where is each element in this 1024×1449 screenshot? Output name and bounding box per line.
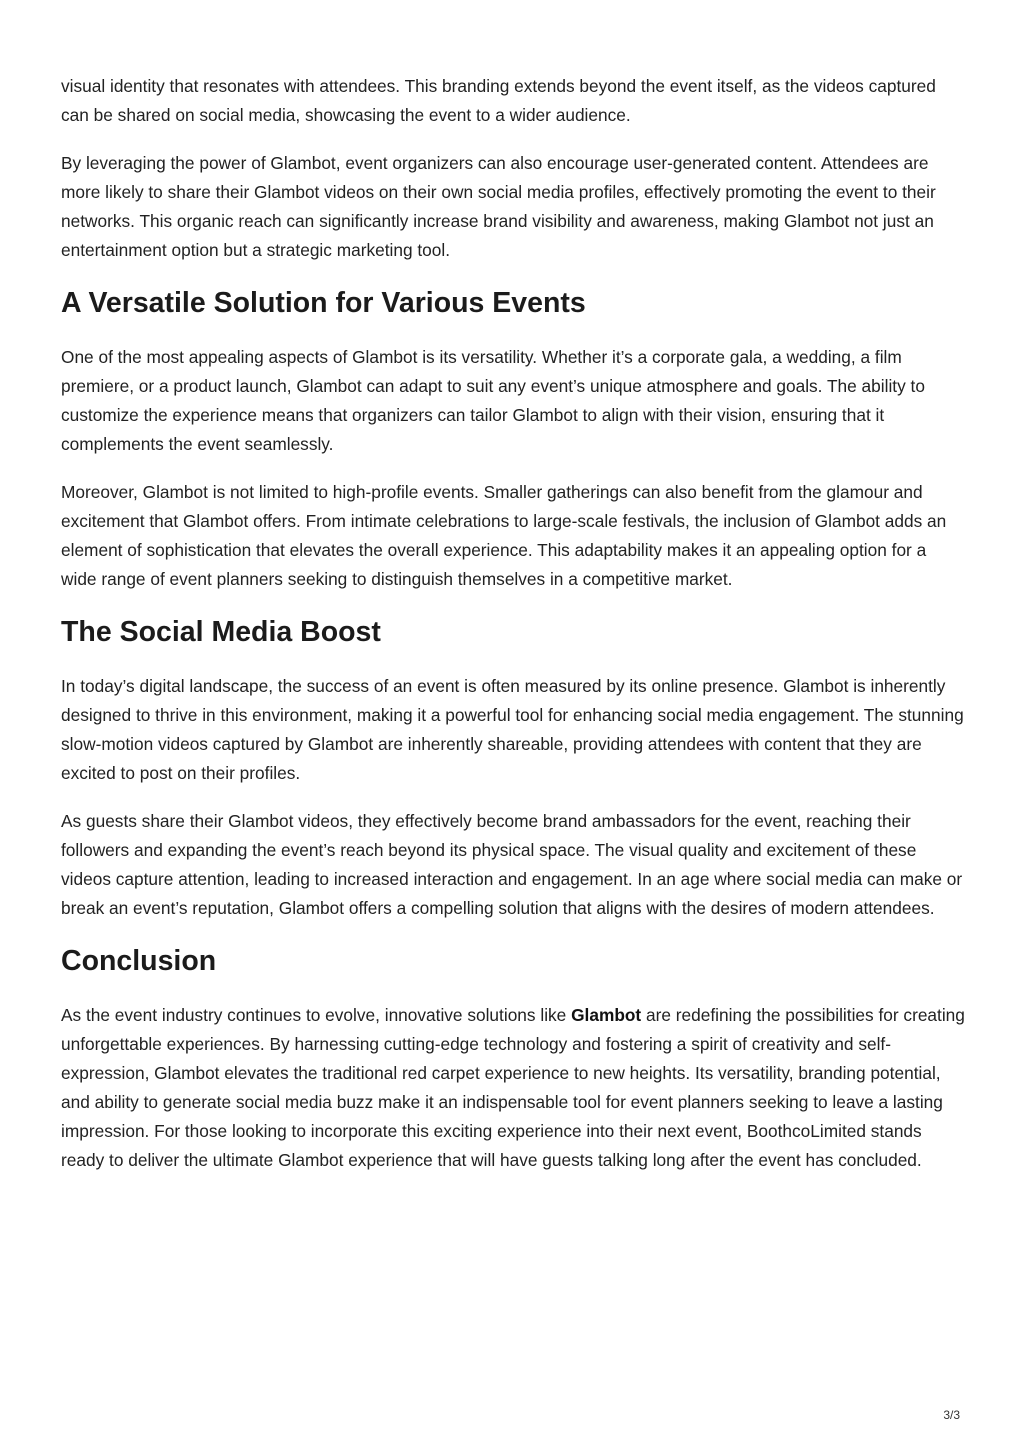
glambot-bold-term: Glambot [571,1005,642,1025]
heading-conclusion: Conclusion [61,945,217,977]
paragraph-user-generated-content: By leveraging the power of Glambot, event organizers can also encourage user-generated content. Attendees are more likely to share their Glambot videos on their own social media profiles, effectively promoting the event to their networks. This organic reach can significantly increase brand visibility and awareness, making Glambot not just an entertainment option but a strategic marketing tool. [61,153,936,260]
paragraph-branding-continued: visual identity that resonates with attendees. This branding extends beyond the event itself, as the videos captured can be shared on social media, showcasing the event to a wider audience. [61,76,936,125]
heading-versatile-solution: A Versatile Solution for Various Events [61,287,586,319]
paragraph-smaller-gatherings: Moreover, Glambot is not limited to high-profile events. Smaller gatherings can also benefit from the glamour and excitement that Glambot offers. From intimate celebrations to large-scale festivals, the inclusion of Glambot adds an element of sophistication that elevates the overall experience. This adaptability makes it an appealing option for a wide range of event planners seeking to distinguish themselves in a competitive market. [61,482,947,589]
paragraph-versatility: One of the most appealing aspects of Glambot is its versatility. Whether it’s a corporate gala, a wedding, a film premiere, or a product launch, Glambot can adapt to suit any event’s unique atmosphere and goals. The ability to customize the experience means that organizers can tailor Glambot to align with their vision, ensuring that it complements the event seamlessly. [61,347,925,454]
conclusion-text-start: As the event industry continues to evolve, innovative solutions like [61,1005,572,1025]
paragraph-conclusion [61,1001,966,1175]
paragraph-digital-landscape: In today’s digital landscape, the success of an event is often measured by its online presence. Glambot is inherently designed to thrive in this environment, making it a powerful tool for enhancing social media engagement. The stunning slow-motion videos captured by Glambot are inherently shareable, providing attendees with content that they are excited to post on their profiles. [61,676,964,783]
document-body [61,72,966,1194]
heading-social-media-boost: The Social Media Boost [61,616,381,648]
paragraph-brand-ambassadors: As guests share their Glambot videos, they effectively become brand ambassadors for the event, reaching their followers and expanding the event’s reach beyond its physical space. The visual quality and excitement of these videos capture attention, leading to increased interaction and engagement. In an age where social media can make or break an event’s reputation, Glambot offers a compelling solution that aligns with the desires of modern attendees. [61,811,963,918]
page-number: 3/3 [943,1408,960,1422]
conclusion-text-end: are redefining the possibilities for creating unforgettable experiences. By harnessing cutting-edge technology and fostering a spirit of creativity and self-expression, Glambot elevates the traditional red carpet experience to new heights. Its versatility, branding potential, and ability to generate social media buzz make it an indispensable tool for event planners seeking to leave a lasting impression. For those looking to incorporate this exciting experience into their next event, BoothcoLimited stands ready to deliver the ultimate Glambot experience that will have guests talking long after the event has concluded. [61,1005,965,1170]
